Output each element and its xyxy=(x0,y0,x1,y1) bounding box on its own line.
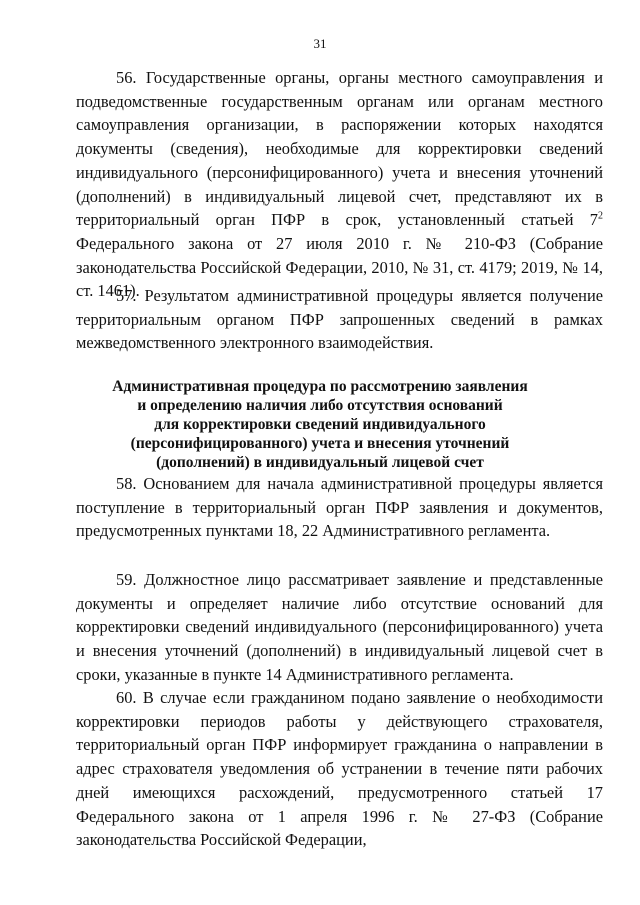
paragraph-58: 58. Основанием для начала административной процедуры является поступление в территориальный орган ПФР заявления и документов, предусмотренных пунктами 18, 22 Административного регламента. xyxy=(76,474,603,541)
paragraph-56 xyxy=(76,66,603,303)
paragraph-60: 60. В случае если гражданином подано заявление о необходимости корректировки периодов работы у действующего страхователя, территориальный орган ПФР информирует гражданина о направлении в адрес страхователя уведомления об устранении в течение пяти рабочих дней имеющихся расхождений, предусмотренного статьей 17 Федерального закона от 1 апреля 1996 г. № 27-ФЗ (Собрание законодательства Российской Федерации, xyxy=(76,688,603,850)
heading-line: Административная процедура по рассмотрению заявления xyxy=(112,378,528,395)
page-number: 31 xyxy=(313,36,327,51)
heading-line: и определению наличия либо отсутствия оснований xyxy=(137,397,503,414)
section-heading xyxy=(100,377,540,472)
heading-line: (дополнений) в индивидуальный лицевой счет xyxy=(156,454,484,471)
superscript: 2 xyxy=(598,210,603,222)
paragraph-57: 57. Результатом административной процедуры является получение территориальным органом ПФР запрошенных сведений в рамках межведомственного электронного взаимодействия. xyxy=(76,286,603,353)
paragraph-56-tail: Федерального закона от 27 июля 2010 г. № 210-ФЗ (Собрание законодательства Российской Федерации, 2010, № 31, ст. 4179; 2019, № 14, ст. 1461). xyxy=(76,233,603,301)
heading-line: для корректировки сведений индивидуального xyxy=(154,416,486,433)
paragraph-59: 59. Должностное лицо рассматривает заявление и представленные документы и определяет наличие либо отсутствие оснований для корректировки сведений индивидуального (персонифицированного) учета и внесения уточнений (дополнений) в индивидуальный лицевой счет в сроки, указанные в пункте 14 Административного регламента. xyxy=(76,570,603,684)
paragraph-56-text: 56. Государственные органы, органы местного самоуправления и подведомственные государственным органам или органам местного самоуправления организации, в распоряжении которых находятся документы (сведения), необходимые для корректировки сведений индивидуального (персонифицированного) учета и внесения уточнений (дополнений) в индивидуальный лицевой счет, представляют их в территориальный орган ПФР в срок, установленный статьей 7 xyxy=(76,68,603,230)
heading-line: (персонифицированного) учета и внесения уточнений xyxy=(130,435,510,452)
